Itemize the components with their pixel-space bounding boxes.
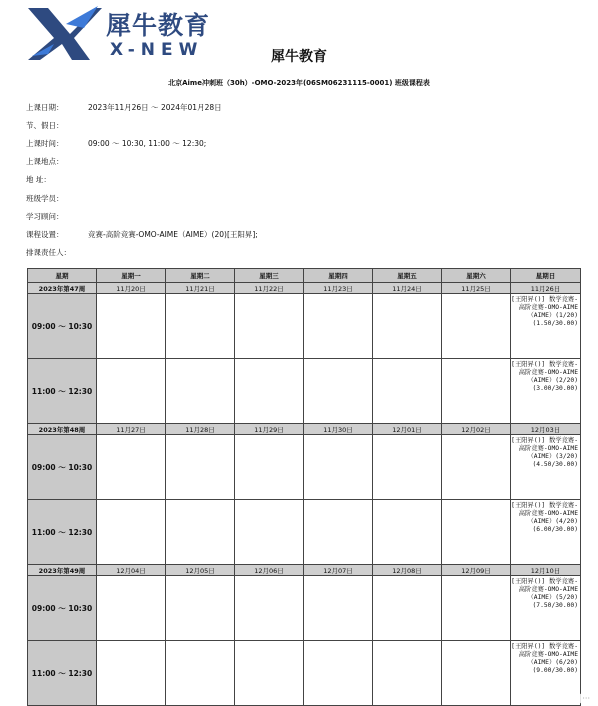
page-subtitle: 北京Aime冲刺班（30h）-OMO-2023年(06SM06231115-0001) 班级课程表 (168, 79, 430, 87)
date-cell: 11月28日 (166, 424, 235, 435)
empty-cell (166, 576, 235, 641)
empty-cell (442, 641, 511, 706)
info-row (26, 134, 566, 152)
empty-cell (373, 294, 442, 359)
logo-brand-en: X-NEW (110, 40, 204, 60)
empty-cell (442, 576, 511, 641)
info-value: 2023年11月26日 ～ 2024年01月28日 (88, 102, 222, 112)
empty-cell (97, 641, 166, 706)
column-header: 星期日 (511, 269, 581, 283)
date-cell: 12月08日 (373, 565, 442, 576)
date-cell: 11月20日 (97, 283, 166, 294)
info-value: 竞赛-高阶竞赛-OMO-AIME（AIME）(20)[王阳昇]; (88, 229, 258, 239)
page-title: 犀牛教育 (271, 49, 327, 65)
week-label: 2023年第49周 (28, 565, 97, 576)
empty-cell (166, 359, 235, 424)
empty-cell (97, 576, 166, 641)
empty-cell (97, 294, 166, 359)
empty-cell (304, 294, 373, 359)
time-slot-row (28, 500, 581, 565)
lesson-cell: [王阳昇()] 数学竞赛-高阶竞赛-OMO-AIME（AIME）(4/20)(6.00/30.00) (511, 500, 581, 565)
time-slot-row (28, 294, 581, 359)
empty-cell (235, 359, 304, 424)
info-row (26, 153, 566, 171)
column-header: 星期六 (442, 269, 511, 283)
info-label: 地 址： (26, 175, 51, 185)
empty-cell (373, 641, 442, 706)
info-row (26, 244, 566, 262)
empty-cell (442, 435, 511, 500)
time-slot-row (28, 359, 581, 424)
empty-cell (373, 359, 442, 424)
empty-cell (442, 500, 511, 565)
empty-cell (235, 500, 304, 565)
week-row (28, 283, 581, 294)
column-header: 星期一 (97, 269, 166, 283)
date-cell: 11月24日 (373, 283, 442, 294)
lesson-cell: [王阳昇()] 数学竞赛-高阶竞赛-OMO-AIME（AIME）(5/20)(7.50/30.00) (511, 576, 581, 641)
time-slot-label: 09:00 ～ 10:30 (28, 294, 97, 359)
empty-cell (373, 500, 442, 565)
week-label: 2023年第47周 (28, 283, 97, 294)
schedule-table (27, 268, 581, 706)
class-info (26, 98, 566, 262)
empty-cell (235, 641, 304, 706)
table-header-row (28, 269, 581, 283)
info-row (26, 171, 566, 189)
time-slot-label: 11:00 ～ 12:30 (28, 359, 97, 424)
date-cell: 11月26日 (511, 283, 581, 294)
info-label: 上课地点： (26, 157, 64, 167)
date-cell: 12月02日 (442, 424, 511, 435)
date-cell: 11月29日 (235, 424, 304, 435)
lesson-cell: [王阳昇()] 数学竞赛-高阶竞赛-OMO-AIME（AIME）(3/20)(4.50/30.00) (511, 435, 581, 500)
date-cell: 12月06日 (235, 565, 304, 576)
empty-cell (97, 359, 166, 424)
info-label: 排课责任人： (26, 248, 71, 258)
date-cell: 11月25日 (442, 283, 511, 294)
date-cell: 12月07日 (304, 565, 373, 576)
info-row (26, 207, 566, 225)
empty-cell (304, 500, 373, 565)
info-label: 课程设置： (26, 229, 64, 239)
date-cell: 12月05日 (166, 565, 235, 576)
empty-cell (97, 500, 166, 565)
info-label: 上课日期： (26, 102, 64, 112)
info-row (26, 116, 566, 134)
time-slot-label: 09:00 ～ 10:30 (28, 435, 97, 500)
info-label: 学习顾问： (26, 211, 64, 221)
column-header: 星期五 (373, 269, 442, 283)
empty-cell (235, 576, 304, 641)
empty-cell (166, 641, 235, 706)
date-cell: 12月04日 (97, 565, 166, 576)
lesson-cell: [王阳昇()] 数学竞赛-高阶竞赛-OMO-AIME（AIME）(2/20)(3.00/30.00) (511, 359, 581, 424)
info-label: 班级学员： (26, 193, 64, 203)
info-row (26, 225, 566, 243)
time-slot-label: 09:00 ～ 10:30 (28, 576, 97, 641)
date-cell: 11月30日 (304, 424, 373, 435)
info-value: 09:00 ～ 10:30, 11:00 ～ 12:30; (88, 138, 207, 148)
date-cell: 11月23日 (304, 283, 373, 294)
date-cell: 12月03日 (511, 424, 581, 435)
time-slot-row (28, 576, 581, 641)
time-slot-row (28, 435, 581, 500)
column-header: 星期四 (304, 269, 373, 283)
empty-cell (235, 294, 304, 359)
lesson-cell: [王阳昇()] 数学竞赛-高阶竞赛-OMO-AIME（AIME）(1/20)(1.50/30.00) (511, 294, 581, 359)
info-label: 上课时间： (26, 138, 64, 148)
info-label: 节、假日： (26, 120, 64, 130)
empty-cell (304, 641, 373, 706)
time-slot-label: 11:00 ～ 12:30 (28, 500, 97, 565)
empty-cell (442, 294, 511, 359)
week-row (28, 424, 581, 435)
empty-cell (442, 359, 511, 424)
empty-cell (97, 435, 166, 500)
column-header: 星期二 (166, 269, 235, 283)
watermark: ··· (578, 693, 594, 704)
date-cell: 12月01日 (373, 424, 442, 435)
date-cell: 12月09日 (442, 565, 511, 576)
empty-cell (166, 294, 235, 359)
empty-cell (304, 435, 373, 500)
time-slot-label: 11:00 ～ 12:30 (28, 641, 97, 706)
time-slot-row (28, 641, 581, 706)
date-cell: 11月27日 (97, 424, 166, 435)
lesson-cell: [王阳昇()] 数学竞赛-高阶竞赛-OMO-AIME（AIME）(6/20)(9.00/30.00) (511, 641, 581, 706)
empty-cell (304, 359, 373, 424)
week-row (28, 565, 581, 576)
empty-cell (166, 500, 235, 565)
empty-cell (373, 576, 442, 641)
week-label: 2023年第48周 (28, 424, 97, 435)
info-row (26, 98, 566, 116)
date-cell: 11月21日 (166, 283, 235, 294)
empty-cell (373, 435, 442, 500)
info-row (26, 189, 566, 207)
column-header: 星期三 (235, 269, 304, 283)
column-header: 星期 (28, 269, 97, 283)
logo-brand-cn: 犀牛教育 (106, 11, 211, 40)
empty-cell (166, 435, 235, 500)
empty-cell (304, 576, 373, 641)
empty-cell (235, 435, 304, 500)
date-cell: 12月10日 (511, 565, 581, 576)
date-cell: 11月22日 (235, 283, 304, 294)
